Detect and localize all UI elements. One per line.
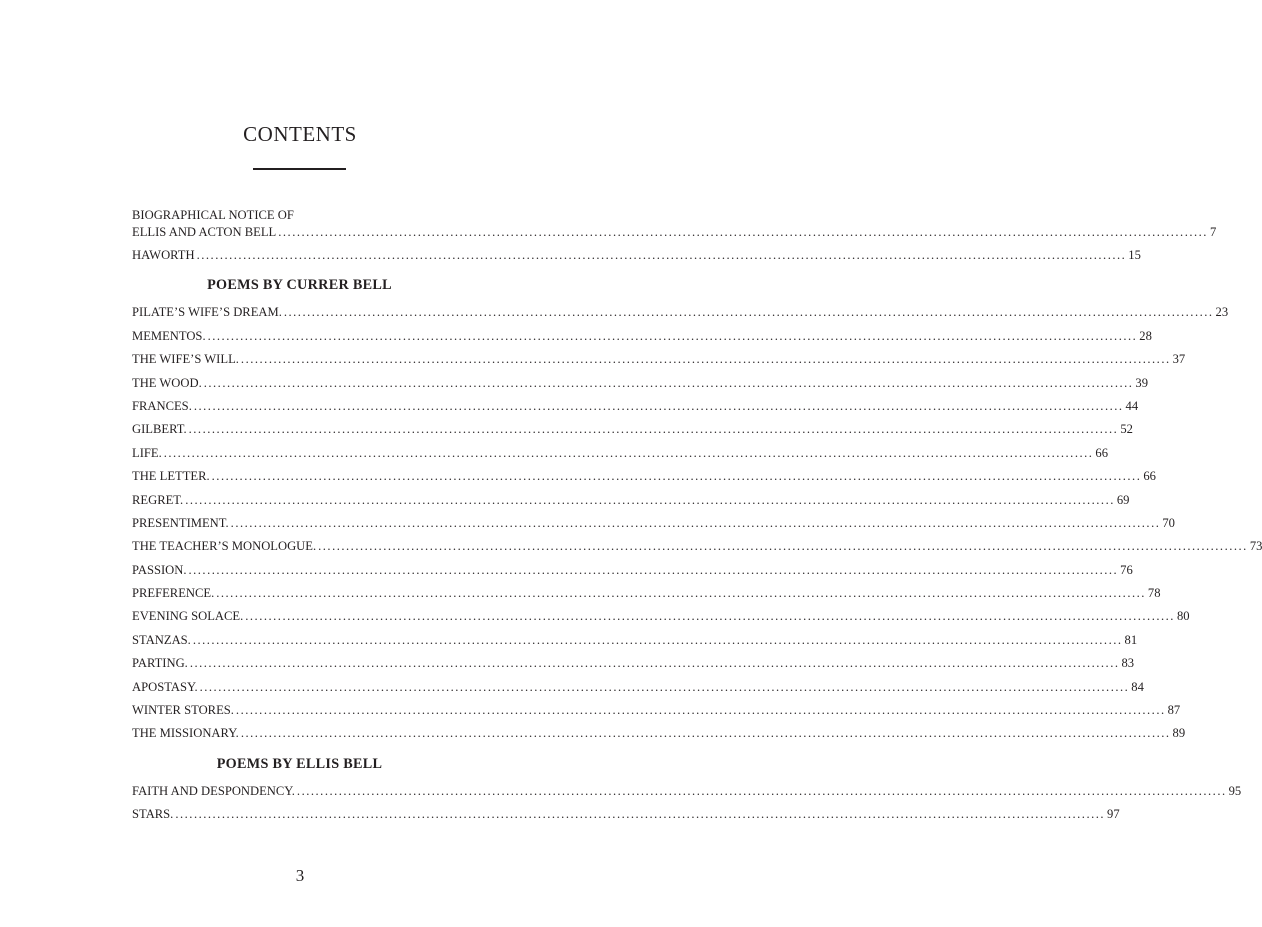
toc-leader-dots: ........................................................................................................................................................................................................ <box>230 515 1161 530</box>
toc-entry-page: 89 <box>1172 726 1186 741</box>
toc-entry-page: 39 <box>1135 375 1149 390</box>
toc-entry-label: THE WIFE’S WILL. <box>132 352 239 367</box>
toc-entry-label: EVENING SOLACE. <box>132 609 244 624</box>
toc-entry-page: 37 <box>1172 352 1186 367</box>
toc-entry-label: APOSTASY. <box>132 679 198 694</box>
toc-leader-dots: ........................................................................................................................................................................................................ <box>188 422 1119 437</box>
toc-leader-dots: ........................................................................................................................................................................................................ <box>207 328 1138 343</box>
toc-entry-label: THE LETTER. <box>132 469 210 484</box>
toc-entry-label: THE TEACHER’S MONOLOGUE. <box>132 539 317 554</box>
toc-entry-page: 87 <box>1167 703 1181 718</box>
toc-leader-dots: ........................................................................................................................................................................................................ <box>240 726 1171 741</box>
toc-leader-dots: ........................................................................................................................................................................................................ <box>318 539 1248 554</box>
toc-entry[interactable] <box>132 679 1144 702</box>
toc-entry-label: GILBERT. <box>132 422 187 437</box>
toc-entry[interactable] <box>132 445 1109 468</box>
toc-entry-page: 97 <box>1107 807 1120 822</box>
toc-entry-biographical-notice[interactable] <box>132 206 1217 240</box>
toc-leader-dots: ........................................................................................................................................................................................................ <box>193 398 1124 413</box>
toc-leader-dots: ........................................................................................................................................................................................................ <box>245 609 1175 624</box>
toc-entry-page: 52 <box>1120 422 1133 437</box>
toc-entry-label: THE WOOD. <box>132 375 202 390</box>
toc-entry[interactable] <box>132 585 1161 608</box>
toc-entry-label: STARS. <box>132 807 174 822</box>
toc-entry-label: LIFE. <box>132 445 162 460</box>
toc-entry-page: 44 <box>1125 398 1139 413</box>
toc-entry-page: 66 <box>1143 469 1156 484</box>
toc-entry[interactable] <box>132 562 1133 585</box>
toc-entry-label: FAITH AND DESPONDENCY. <box>132 783 295 798</box>
toc-leader-dots: ........................................................................................................................................................................................................ <box>189 656 1120 671</box>
toc-entry-page: 23 <box>1215 305 1229 320</box>
toc-entry-page: 81 <box>1124 632 1138 647</box>
toc-entry-label: STANZAS. <box>132 632 191 647</box>
toc-entry[interactable] <box>132 608 1190 631</box>
toc-entry-page: 7 <box>1209 225 1217 239</box>
toc-entry-page: 78 <box>1147 586 1161 601</box>
toc-entry-page: 95 <box>1228 783 1242 798</box>
toc-entry[interactable] <box>132 351 1186 374</box>
toc-entry-label: PASSION. <box>132 562 187 577</box>
toc-entry-page: 73 <box>1249 539 1262 554</box>
toc-entry-label: THE MISSIONARY. <box>132 726 239 741</box>
toc-entry-page: 28 <box>1139 328 1152 343</box>
toc-leader-dots: ........................................................................................................................................................................................................ <box>235 703 1166 718</box>
toc-entry-page: 66 <box>1095 445 1109 460</box>
toc-entry[interactable] <box>132 538 1262 561</box>
page-title: CONTENTS <box>243 122 357 146</box>
toc-entry-label: PILATE’S WIFE’S DREAM. <box>132 305 282 320</box>
toc-entry[interactable] <box>132 655 1135 678</box>
toc-entry[interactable] <box>132 421 1133 444</box>
toc-entry-label: PREFERENCE. <box>132 586 215 601</box>
toc-leader-dots: ........................................................................................................................................................................................................ <box>196 248 1127 262</box>
title-rule <box>253 168 346 170</box>
toc-entry[interactable] <box>132 375 1149 398</box>
toc-leader-dots: ........................................................................................................................................................................................................ <box>203 375 1134 390</box>
toc-entry[interactable] <box>132 468 1156 491</box>
toc-leader-dots: ........................................................................................................................................................................................................ <box>296 783 1227 798</box>
toc-entry[interactable] <box>132 783 1242 806</box>
toc-leader-dots: ........................................................................................................................................................................................................ <box>278 225 1208 239</box>
toc-leader-dots: ........................................................................................................................................................................................................ <box>216 586 1146 601</box>
toc-entry-page: 83 <box>1121 656 1135 671</box>
toc-leader-dots: ........................................................................................................................................................................................................ <box>192 632 1123 647</box>
toc-leader-dots: ........................................................................................................................................................................................................ <box>211 469 1142 484</box>
toc-sections <box>132 266 1262 829</box>
toc-entry-label: HAWORTH <box>132 248 195 262</box>
toc-entry[interactable] <box>132 515 1175 538</box>
toc-entry-label: REGRET. <box>132 492 184 507</box>
toc-leader-dots: ........................................................................................................................................................................................................ <box>163 445 1094 460</box>
toc-entry[interactable] <box>132 398 1139 421</box>
toc-leader-dots: ........................................................................................................................................................................................................ <box>188 562 1119 577</box>
toc-entry-label: PRESENTIMENT. <box>132 515 229 530</box>
toc-entry[interactable] <box>132 702 1181 725</box>
toc-entry-label: MEMENTOS. <box>132 328 206 343</box>
toc-entry-label: FRANCES. <box>132 398 192 413</box>
toc-leader-dots: ........................................................................................................................................................................................................ <box>283 305 1214 320</box>
toc-entry[interactable] <box>132 492 1130 515</box>
toc-entry-page: 70 <box>1162 515 1175 530</box>
toc-entry[interactable] <box>132 806 1120 829</box>
page-number: 3 <box>295 866 305 885</box>
toc-entry[interactable] <box>132 304 1229 327</box>
section-heading: POEMS BY ELLIS BELL <box>216 755 383 772</box>
toc-entry-label: WINTER STORES. <box>132 703 234 718</box>
toc-entry[interactable] <box>132 328 1152 351</box>
toc-entry-page: 69 <box>1116 492 1130 507</box>
toc-leader-dots: ........................................................................................................................................................................................................ <box>199 679 1130 694</box>
toc-entry-page: 80 <box>1176 609 1190 624</box>
toc-entry-page: 76 <box>1120 562 1133 577</box>
toc-entry-page: 84 <box>1131 679 1144 694</box>
toc-entry-label-line1: BIOGRAPHICAL NOTICE OF <box>132 208 294 222</box>
toc-entry-label: PARTING. <box>132 656 188 671</box>
toc-leader-dots: ........................................................................................................................................................................................................ <box>175 807 1106 822</box>
toc-leader-dots: ........................................................................................................................................................................................................ <box>240 352 1171 367</box>
section-heading: POEMS BY CURRER BELL <box>207 277 392 294</box>
table-of-contents <box>132 206 1262 830</box>
toc-entry[interactable] <box>132 632 1138 655</box>
toc-entry-label: ELLIS AND ACTON BELL <box>132 225 277 239</box>
toc-entry-page: 15 <box>1128 248 1141 262</box>
toc-leader-dots: ........................................................................................................................................................................................................ <box>185 492 1115 507</box>
